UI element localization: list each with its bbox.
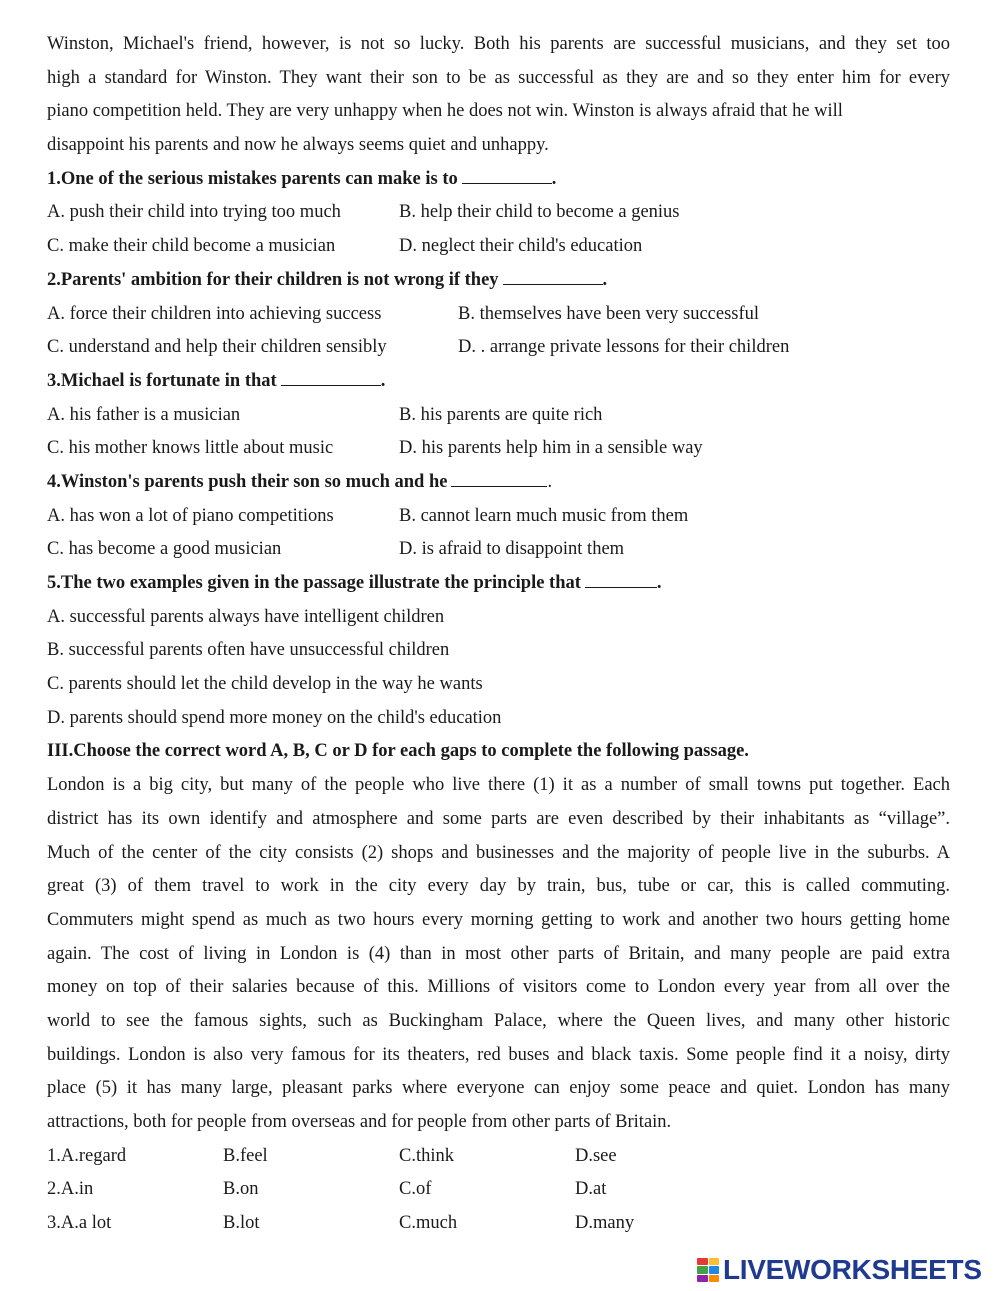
gap-3-option-a[interactable]: 3.A.a lot bbox=[47, 1213, 112, 1234]
gap-3-option-c[interactable]: C.much bbox=[399, 1213, 458, 1234]
gap-1-option-b[interactable]: B.feel bbox=[223, 1145, 268, 1166]
option-1c[interactable]: C. make their child become a musician bbox=[47, 236, 336, 257]
question-1-stem: 1.One of the serious mistakes parents can make is to . bbox=[47, 163, 950, 197]
question-3-stem: 3.Michael is fortunate in that . bbox=[47, 365, 950, 399]
option-5c[interactable]: C. parents should let the child develop in the way he wants bbox=[47, 674, 483, 695]
worksheet-page bbox=[47, 28, 950, 1241]
question-5-stem: 5.The two examples given in the passage illustrate the principle that . bbox=[47, 567, 950, 601]
question-2-stem: 2.Parents' ambition for their children is not wrong if they . bbox=[47, 264, 950, 298]
answer-blank-2[interactable] bbox=[503, 264, 603, 285]
option-2a[interactable]: A. force their children into achieving success bbox=[47, 303, 382, 324]
answer-blank-4[interactable] bbox=[451, 466, 547, 487]
passage-line: district has its own identify and atmosphere and some parts are even described by their inhabitants as “village”. bbox=[47, 808, 950, 829]
option-1b[interactable]: B. help their child to become a genius bbox=[399, 202, 680, 223]
question-3-options-row-2 bbox=[47, 432, 950, 466]
option-2c[interactable]: C. understand and help their children sensibly bbox=[47, 337, 387, 358]
option-3c[interactable]: C. his mother knows little about music bbox=[47, 438, 334, 459]
gap-3-option-d[interactable]: D.many bbox=[575, 1213, 635, 1234]
passage-line: London is a big city, but many of the people who live there (1) it as a number of small towns put together. Each bbox=[47, 775, 950, 796]
answer-blank-3[interactable] bbox=[281, 365, 381, 386]
option-4d[interactable]: D. is afraid to disappoint them bbox=[399, 539, 625, 560]
logo-square bbox=[697, 1266, 708, 1273]
gap-1-option-d[interactable]: D.see bbox=[575, 1145, 617, 1166]
passage-line: Winston, Michael's friend, however, is not so lucky. Both his parents are successful musicians, and they set too bbox=[47, 34, 950, 54]
passage-line: money on top of their salaries because of this. Millions of visitors come to London every year from all over the bbox=[47, 977, 950, 998]
option-3a[interactable]: A. his father is a musician bbox=[47, 404, 241, 425]
passage-line: piano competition held. They are very unhappy when he does not win. Winston is always afraid that he will bbox=[47, 101, 843, 122]
liveworksheets-logo[interactable] bbox=[697, 1256, 982, 1284]
gap-1-options bbox=[47, 1140, 950, 1174]
logo-square bbox=[697, 1258, 708, 1265]
question-4-options-row-2 bbox=[47, 533, 950, 567]
question-3-options-row-1 bbox=[47, 399, 950, 433]
gap-2-option-d[interactable]: D.at bbox=[575, 1179, 607, 1200]
question-1-options-row-2 bbox=[47, 230, 950, 264]
logo-square bbox=[709, 1258, 720, 1265]
logo-square bbox=[709, 1275, 720, 1282]
liveworksheets-logo-icon bbox=[697, 1258, 719, 1282]
passage-line: high a standard for Winston. They want their son to be as successful as they are and so they enter him for every bbox=[47, 67, 950, 88]
gap-1-option-a[interactable]: 1.A.regard bbox=[47, 1145, 127, 1166]
answer-blank-5[interactable] bbox=[585, 567, 657, 588]
option-4a[interactable]: A. has won a lot of piano competitions bbox=[47, 505, 334, 526]
option-2b[interactable]: B. themselves have been very successful bbox=[458, 303, 760, 324]
option-5b[interactable]: B. successful parents often have unsuccessful children bbox=[47, 640, 450, 661]
gap-2-option-b[interactable]: B.on bbox=[223, 1179, 259, 1200]
gap-2-option-a[interactable]: 2.A.in bbox=[47, 1179, 94, 1200]
passage-line: place (5) it has many large, pleasant parks where everyone can enjoy some peace and quiet. London has many bbox=[47, 1078, 950, 1099]
answer-blank-1[interactable] bbox=[462, 163, 552, 184]
logo-square bbox=[709, 1266, 720, 1273]
gap-3-option-b[interactable]: B.lot bbox=[223, 1213, 260, 1234]
option-1d[interactable]: D. neglect their child's education bbox=[399, 236, 643, 257]
passage-line: great (3) of them travel to work in the city every day by train, bus, tube or car, this is called commuting. bbox=[47, 876, 950, 897]
passage-line: attractions, both for people from overseas and for people from other parts of Britain. bbox=[47, 1112, 672, 1132]
option-2d[interactable]: D. . arrange private lessons for their children bbox=[458, 337, 790, 358]
option-4c[interactable]: C. has become a good musician bbox=[47, 539, 282, 560]
question-4-options-row-1 bbox=[47, 500, 950, 534]
gap-3-options bbox=[47, 1207, 950, 1241]
passage-line: buildings. London is also very famous for its theaters, red buses and black taxis. Some people find it a noisy, dirty bbox=[47, 1044, 950, 1065]
logo-square bbox=[697, 1275, 708, 1282]
question-2-options-row-2 bbox=[47, 331, 950, 365]
question-2-options-row-1 bbox=[47, 298, 950, 332]
passage-line: world to see the famous sights, such as Buckingham Palace, where the Queen lives, and many other historic bbox=[47, 1010, 950, 1031]
option-1a[interactable]: A. push their child into trying too much bbox=[47, 202, 341, 223]
gap-2-options bbox=[47, 1173, 950, 1207]
option-5d[interactable]: D. parents should spend more money on the child's education bbox=[47, 707, 502, 728]
option-3b[interactable]: B. his parents are quite rich bbox=[399, 404, 603, 425]
gap-2-option-c[interactable]: C.of bbox=[399, 1179, 432, 1200]
section-3-heading: III.Choose the correct word A, B, C or D for each gaps to complete the following passage. bbox=[47, 741, 749, 762]
passage-line: disappoint his parents and now he always seems quiet and unhappy. bbox=[47, 135, 549, 156]
passage-line: Commuters might spend as much as two hours every morning getting to work and another two hours getting home bbox=[47, 909, 950, 930]
question-1-options-row-1 bbox=[47, 196, 950, 230]
gap-1-option-c[interactable]: C.think bbox=[399, 1145, 454, 1166]
liveworksheets-logo-text: LIVEWORKSHEETS bbox=[723, 1254, 982, 1285]
option-5a[interactable]: A. successful parents always have intelligent children bbox=[47, 606, 445, 627]
passage-line: again. The cost of living in London is (4) than in most other parts of Britain, and many people are paid extra bbox=[47, 943, 950, 964]
question-4-stem: 4.Winston's parents push their son so much and he . bbox=[47, 466, 950, 500]
option-4b[interactable]: B. cannot learn much music from them bbox=[399, 505, 689, 526]
option-3d[interactable]: D. his parents help him in a sensible way bbox=[399, 438, 703, 459]
passage-line: Much of the center of the city consists (2) shops and businesses and the majority of people live in the suburbs. A bbox=[47, 842, 950, 863]
